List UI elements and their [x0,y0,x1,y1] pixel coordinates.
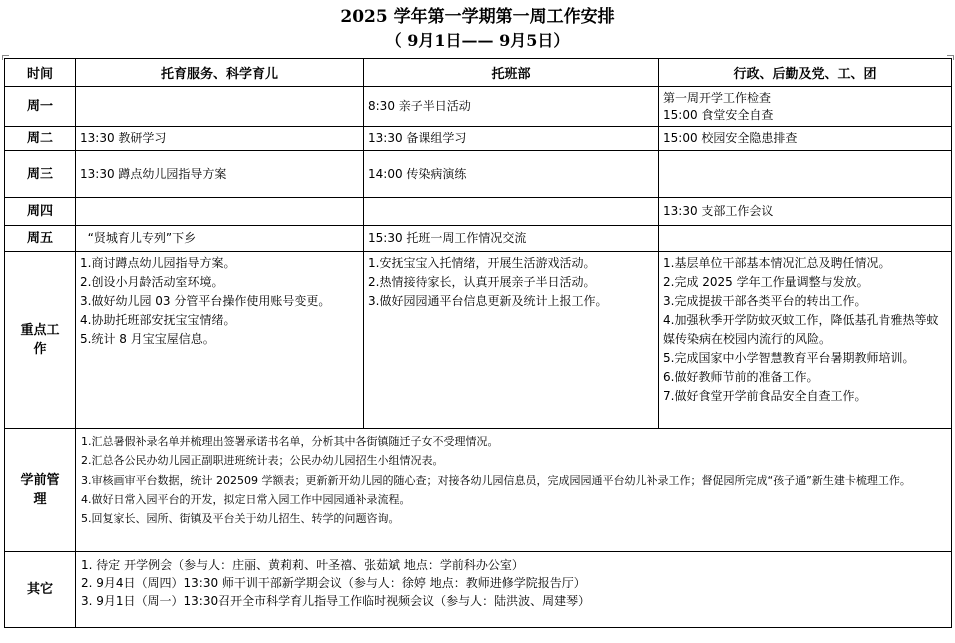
thursday-nursery [364,198,659,226]
friday-admin [659,226,952,252]
list-item: 2.创设小月龄活动室环境。 [80,275,224,289]
monday-nursery: 8:30 亲子半日活动 [364,87,659,127]
preschool-content [76,429,952,552]
wednesday-admin [659,151,952,198]
table-row-tuesday [5,127,952,151]
list-item: 3.做好园园通平台信息更新及统计上报工作。 [368,294,608,308]
table-row-wednesday [5,151,952,198]
day-label: 周一 [5,87,76,127]
tuesday-admin: 15:00 校园安全隐患排查 [659,127,952,151]
list-item: 7.做好食堂开学前食品安全自查工作。 [663,389,867,403]
header-childcare: 托育服务、科学育儿 [76,59,364,87]
day-label: 周五 [5,226,76,252]
header-nursery: 托班部 [364,59,659,87]
friday-childcare: “贤城育儿专列”下乡 [76,226,364,252]
list-item: 4.加强秋季开学防蚊灭蚊工作，降低基孔肯雅热等蚊媒传染病在校园内流行的风险。 [663,313,939,346]
list-item: 1.安抚宝宝入托情绪，开展生活游戏活动。 [368,256,596,270]
table-row-key-work [5,252,952,429]
monday-admin-line: 第一周开学工作检查 [663,90,772,105]
monday-admin [659,87,952,127]
list-item: 5.回复家长、园所、街镇及平台关于幼儿招生、转学的问题咨询。 [81,512,400,526]
list-item: 3.审核画审平台数据，统计 202509 学额表；更新新开幼儿园的随心查；对接各幼儿园信息员，完成园园通平台幼儿补录工作；督促园所完成“孩子通”新生建卡梳理工作。 [81,473,911,487]
table-row-thursday [5,198,952,226]
list-item: 5.统计 8 月宝宝屋信息。 [80,332,215,346]
list-item: 1. 待定 开学例会（参与人：庄丽、黄莉莉、叶圣禧、张茹斌 地点：学前科办公室） [81,558,524,572]
page-title: 2025 学年第一学期第一周工作安排 [340,7,615,27]
tuesday-childcare: 13:30 教研学习 [76,127,364,151]
list-item: 5.完成国家中小学智慧教育平台暑期教师培训。 [663,351,915,365]
thursday-childcare [76,198,364,226]
table-row-preschool [5,429,952,552]
list-item: 1.基层单位干部基本情况汇总及聘任情况。 [663,256,891,270]
day-label: 周二 [5,127,76,151]
table-row-monday [5,87,952,127]
friday-nursery: 15:30 托班一周工作情况交流 [364,226,659,252]
monday-childcare [76,87,364,127]
list-item: 3.完成提拔干部各类平台的转出工作。 [663,294,867,308]
other-content [76,552,952,628]
table-row-other [5,552,952,628]
wednesday-childcare: 13:30 蹲点幼儿园指导方案 [76,151,364,198]
day-label: 周三 [5,151,76,198]
schedule-table [4,58,952,628]
list-item: 3.做好幼儿园 03 分管平台操作使用账号变更。 [80,294,331,308]
key-work-admin [659,252,952,429]
table-row-friday [5,226,952,252]
list-item: 4.协助托班部安抚宝宝情绪。 [80,313,236,327]
monday-admin-line: 15:00 食堂安全自查 [663,107,774,122]
tuesday-nursery: 13:30 备课组学习 [364,127,659,151]
key-work-nursery [364,252,659,429]
header-row [5,59,952,87]
list-item: 2.汇总各公民办幼儿园正副职进班统计表；公民办幼儿园招生小组情况表。 [81,454,444,468]
day-label: 周四 [5,198,76,226]
list-item: 3. 9月1日（周一）13:30召开全市科学育儿指导工作临时视频会议（参与人：陆洪波、周建琴） [81,594,591,608]
list-item: 1.商讨蹲点幼儿园指导方案。 [80,256,236,270]
preschool-label: 学前管理 [5,429,76,552]
list-item: 6.做好教师节前的准备工作。 [663,370,819,384]
list-item: 2.热情接待家长，认真开展亲子半日活动。 [368,275,596,289]
list-item: 2.完成 2025 学年工作量调整与发放。 [663,275,869,289]
key-work-childcare [76,252,364,429]
page-subtitle: （ 9月1日—— 9月5日） [385,31,570,50]
wednesday-nursery: 14:00 传染病演练 [364,151,659,198]
other-label: 其它 [5,552,76,628]
header-time: 时间 [5,59,76,87]
list-item: 2. 9月4日（周四）13:30 师干训干部新学期会议（参与人：徐婷 地点：教师进修学院报告厅） [81,576,586,590]
list-item: 4.做好日常入园平台的开发，拟定日常入园工作中园园通补录流程。 [81,492,411,506]
thursday-admin: 13:30 支部工作会议 [659,198,952,226]
header-admin: 行政、后勤及党、工、团 [659,59,952,87]
list-item: 1.汇总暑假补录名单并梳理出签署承诺书名单，分析其中各街镇随迁子女不受理情况。 [81,435,499,448]
key-work-label: 重点工作 [5,252,76,429]
